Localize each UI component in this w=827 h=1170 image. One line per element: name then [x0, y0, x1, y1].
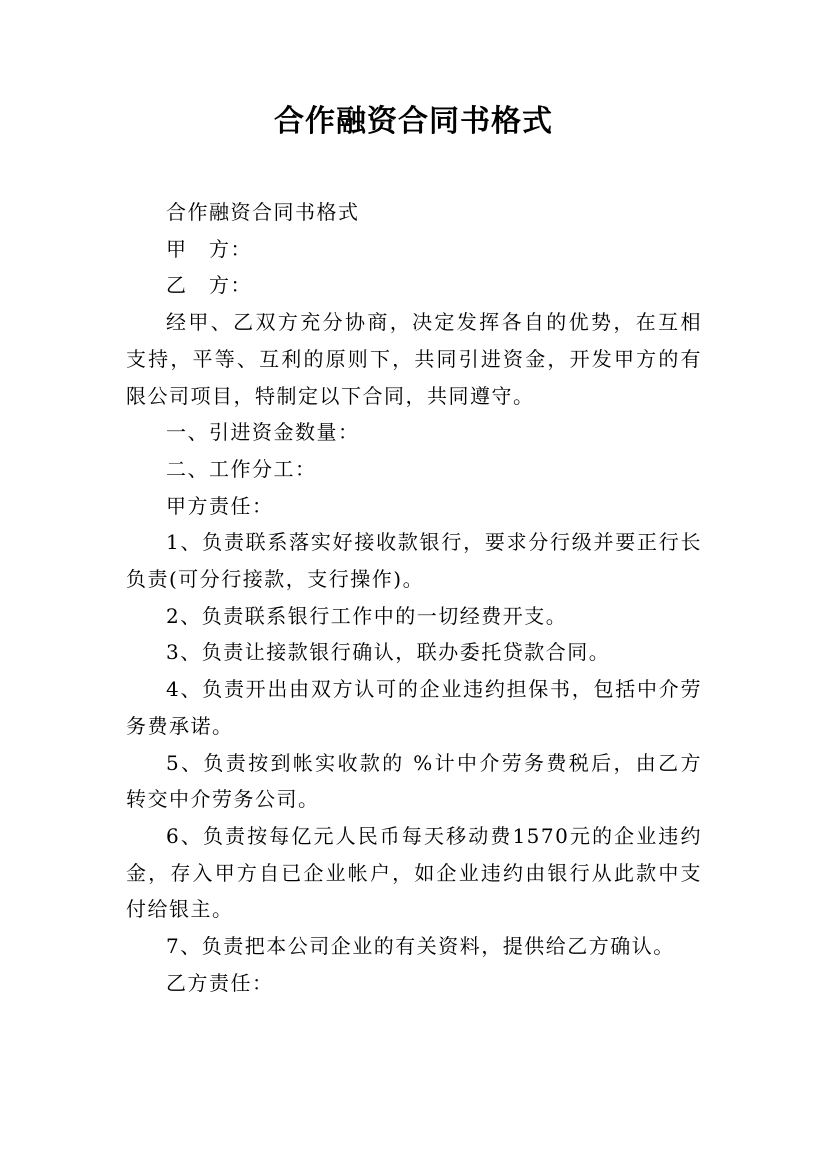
paragraph-section-2: 二、工作分工： [166, 456, 317, 481]
paragraph-heading: 合作融资合同书格式 [166, 200, 360, 224]
paragraph-party-a-duties: 甲方责任： [166, 493, 274, 518]
paragraph-party-a: 甲 方： [166, 236, 252, 261]
paragraph-item-6: 6、负责按每亿元人民币每天移动费1570元的企业违约金，存入甲方自已企业帐户，如企业违约由银行从此款中支付给银主。 [126, 823, 702, 922]
paragraph-section-1: 一、引进资金数量： [166, 420, 360, 445]
paragraph-item-1: 1、负责联系落实好接收款银行，要求分行级并要正行长负责(可分行接款，支行操作)。 [126, 530, 702, 592]
document-title: 合作融资合同书格式 [274, 104, 553, 139]
document-body [126, 194, 702, 1001]
paragraph-party-b-duties: 乙方责任： [166, 970, 274, 995]
paragraph-party-b: 乙 方： [166, 273, 252, 298]
paragraph-preamble: 经甲、乙双方充分协商，决定发挥各自的优势，在互相支持，平等、互利的原则下，共同引进资金，开发甲方的有限公司项目，特制定以下合同，共同遵守。 [126, 310, 702, 408]
paragraph-item-2: 2、负责联系银行工作中的一切经费开支。 [166, 603, 568, 628]
paragraph-item-5: 5、负责按到帐实收款的 %计中介劳务费税后，由乙方转交中介劳务公司。 [126, 750, 702, 812]
paragraph-item-4: 4、负责开出由双方认可的企业违约担保书，包括中介劳务费承诺。 [126, 677, 702, 738]
paragraph-item-3: 3、负责让接款银行确认，联办委托贷款合同。 [166, 640, 611, 665]
paragraph-item-7: 7、负责把本公司企业的有关资料，提供给乙方确认。 [166, 934, 675, 959]
